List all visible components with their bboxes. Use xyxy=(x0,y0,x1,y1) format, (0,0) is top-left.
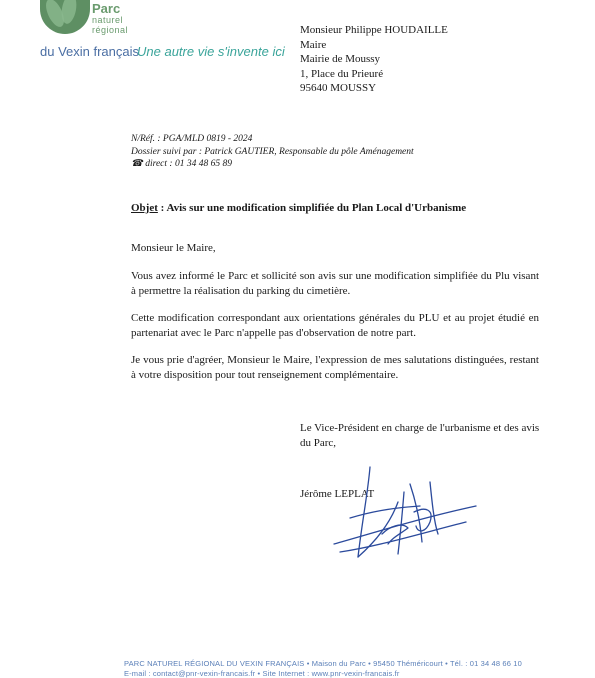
salutation: Monsieur le Maire, xyxy=(131,242,216,254)
signatory-name: Jérôme LEPLAT xyxy=(300,488,375,500)
logo-tagline: Une autre vie s'invente ici xyxy=(137,44,285,59)
footer-address: PARC NATUREL RÉGIONAL DU VEXIN FRANÇAIS • Maison du Parc • 95450 Théméricourt • Tél. : 01 34 48 66 10 xyxy=(124,659,522,668)
paragraph-2: Cette modification correspondant aux orientations générales du PLU et au projet étudié en partenariat avec le Parc n'appelle pas d'observation de notre part. xyxy=(131,312,539,339)
logo-vexin: du Vexin français xyxy=(40,44,140,59)
subject-label: Objet xyxy=(131,202,158,214)
recipient-address xyxy=(300,23,448,96)
signatory-title: Le Vice-Président en charge de l'urbanisme et des avis du Parc, xyxy=(300,422,540,449)
park-logo-mark xyxy=(40,0,90,34)
footer-contact: E-mail : contact@pnr-vexin-francais.fr • Site Internet : www.pnr-vexin-francais.fr xyxy=(124,669,400,678)
reference-number: N/Réf. : PGA/MLD 0819 - 2024 xyxy=(131,134,253,144)
paragraph-3: Je vous prie d'agréer, Monsieur le Maire, l'expression de mes salutations distinguées, restant à votre disposition pour tout renseignement complémentaire. xyxy=(131,354,539,381)
reference-block xyxy=(131,133,414,171)
direct-phone: direct : 01 34 48 65 89 xyxy=(145,159,232,169)
recipient-role: Maire xyxy=(300,38,327,51)
logo-parc: Parc xyxy=(92,1,121,16)
park-logo-text xyxy=(92,2,128,35)
recipient-org: Mairie de Moussy xyxy=(300,53,381,65)
logo-naturel: naturel xyxy=(92,15,124,25)
recipient-city: 95640 MOUSSY xyxy=(300,82,377,94)
recipient-street: 1, Place du Prieuré xyxy=(300,67,384,80)
handwritten-signature xyxy=(330,462,480,574)
subject-text: : Avis sur une modification simplifiée du Plan Local d'Urbanisme xyxy=(157,202,467,214)
paragraph-1: Vous avez informé le Parc et sollicité son avis sur une modification simplifiée du Plu visant à permettre la réalisation du parking du cimetière. xyxy=(131,270,539,297)
direct-line xyxy=(131,158,414,171)
recipient-name: Monsieur Philippe HOUDAILLE xyxy=(300,24,448,36)
letter-subject xyxy=(131,202,466,214)
logo-regional: régional xyxy=(92,25,129,35)
dossier-line: Dossier suivi par : Patrick GAUTIER, Responsable du pôle Aménagement xyxy=(131,146,414,157)
leaf-icon xyxy=(60,0,79,25)
phone-icon: ☎ xyxy=(131,159,143,169)
